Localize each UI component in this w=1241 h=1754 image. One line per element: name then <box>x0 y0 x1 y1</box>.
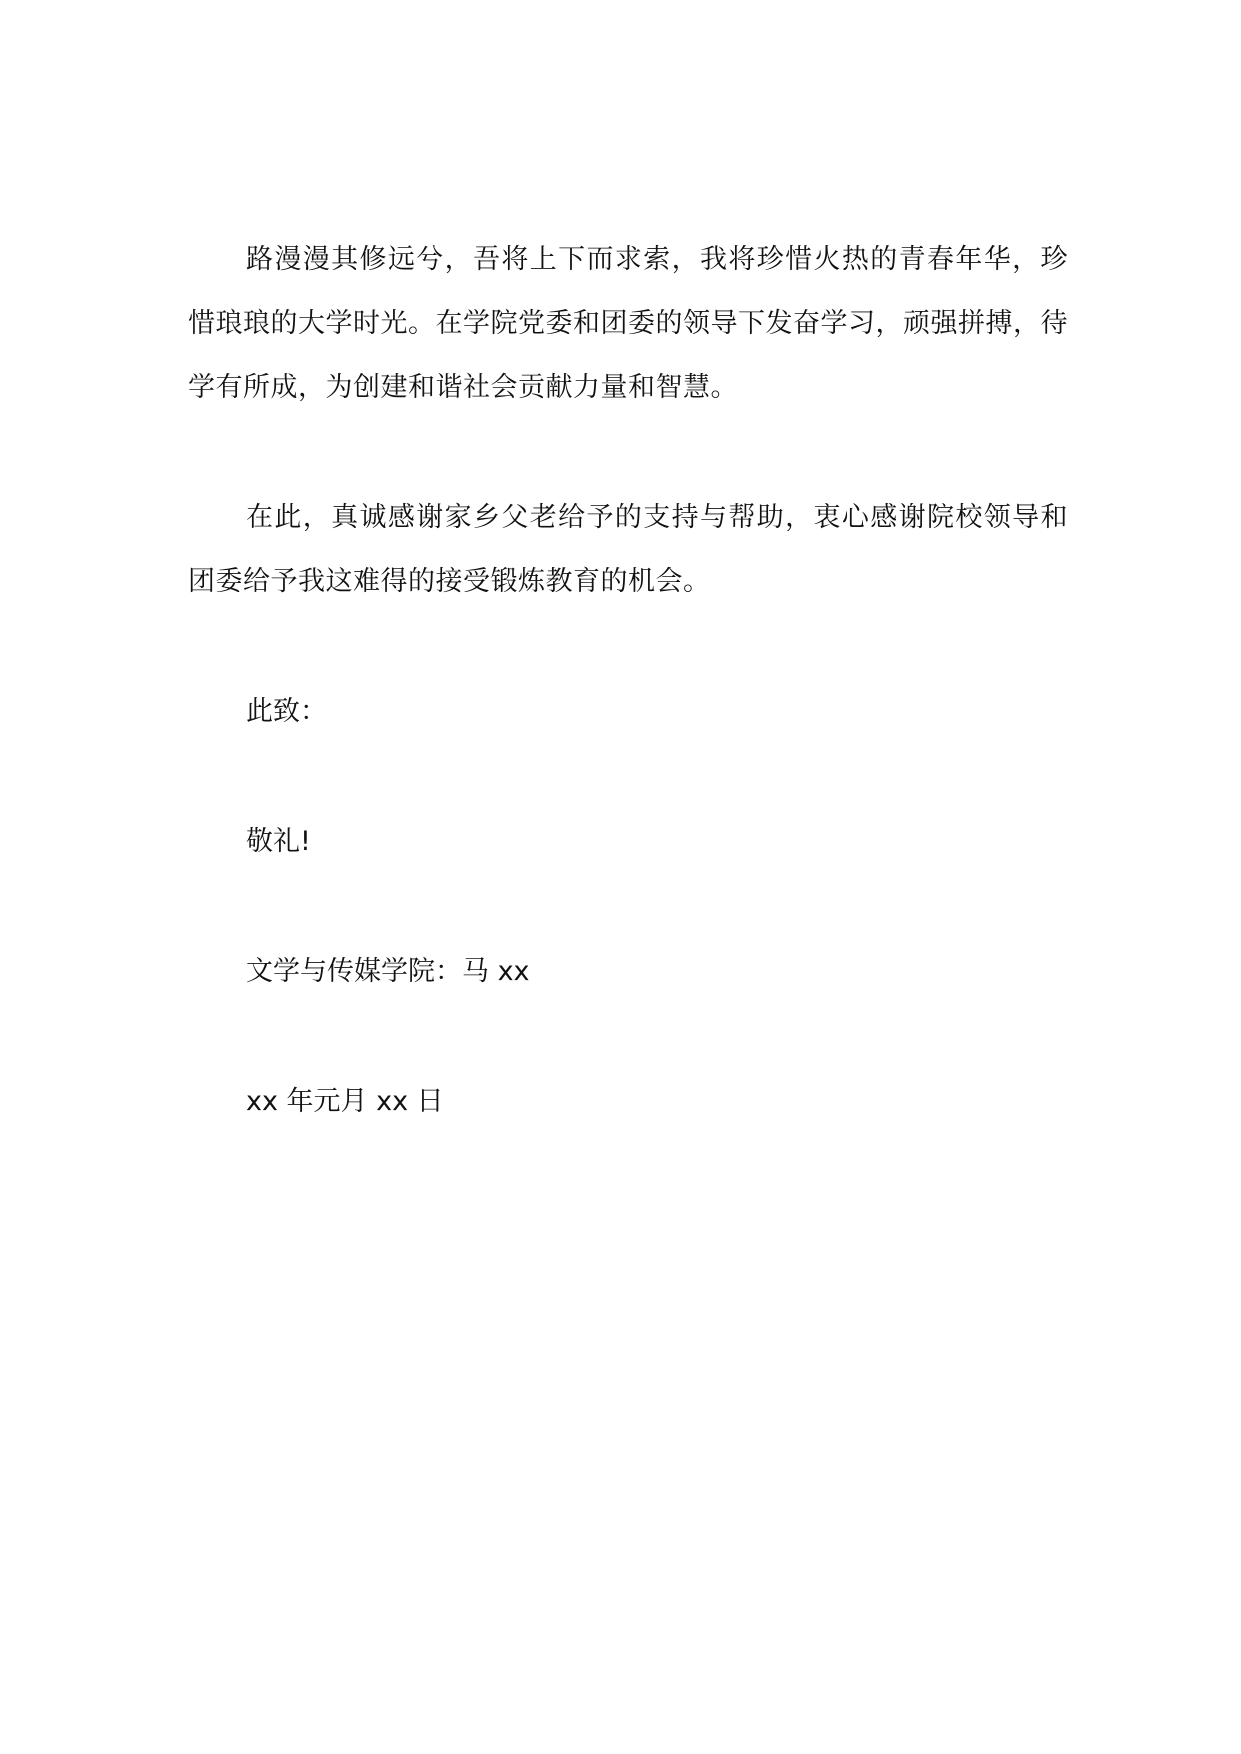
salutation-line: 敬礼! <box>246 826 311 857</box>
signature-line: 文学与传媒学院：马 xx <box>246 956 530 987</box>
date-line: xx 年元月 xx 日 <box>246 1086 444 1117</box>
closing-line: 此致： <box>246 696 327 727</box>
paragraph-1: 路漫漫其修远兮，吾将上下而求索，我将珍惜火热的青春年华，珍惜琅琅的大学时光。在学院党委和团委的领导下发奋学习，顽强拼搏，待学有所成，为创建和谐社会贡献力量和智慧。 <box>188 244 1068 403</box>
letter-body <box>188 228 1068 1134</box>
paragraph-2: 在此，真诚感谢家乡父老给予的支持与帮助，衷心感谢院校领导和团委给予我这难得的接受锻炼教育的机会。 <box>188 502 1068 597</box>
